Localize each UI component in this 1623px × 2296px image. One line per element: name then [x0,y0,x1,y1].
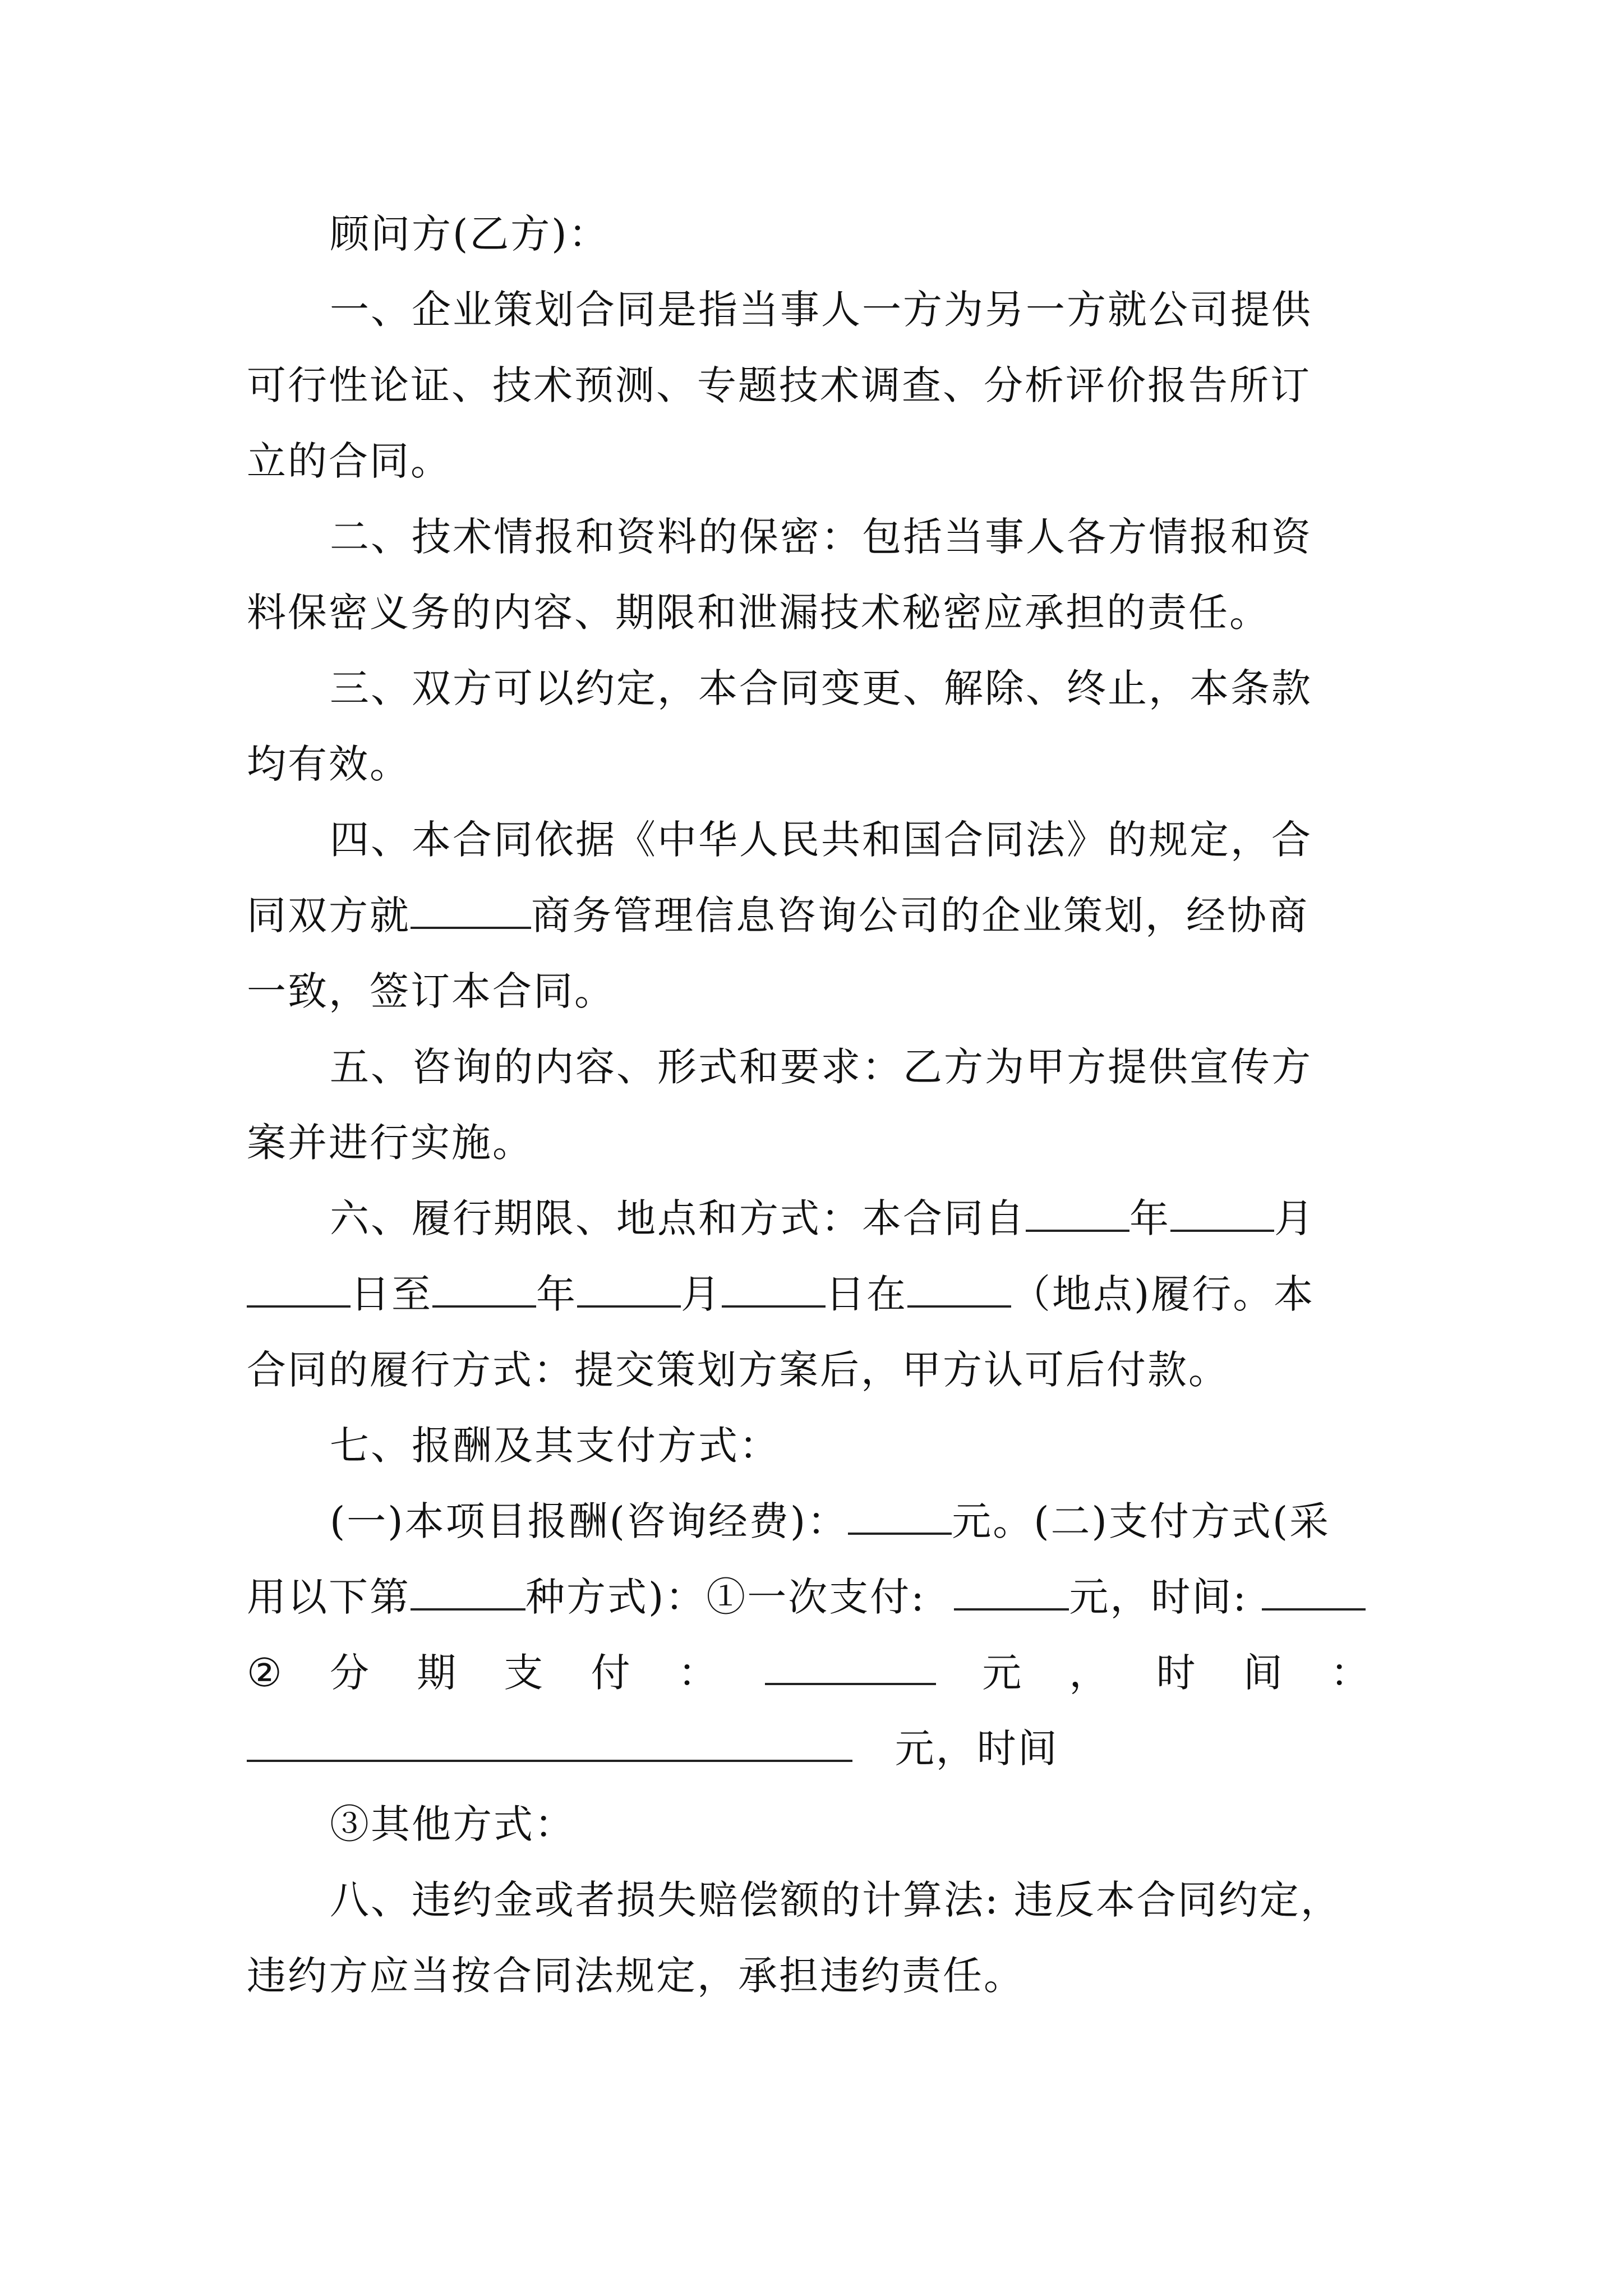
clause-4-line-2 [247,890,1309,941]
text: 均有效。 [247,741,411,787]
clause-4-line-1 [330,814,1312,866]
text: 分 [329,1650,371,1696]
clause-1-line-3 [247,435,451,487]
text: 元，时间: [1069,1574,1248,1620]
lump-sum-amount-blank [954,1572,1069,1611]
installment-time-blank [247,1724,852,1762]
consultant-party-label [330,208,610,260]
fee-amount-blank [848,1497,952,1535]
text: 四、本合同依据《中华人民共和国合同法》的规定，合 [330,817,1312,863]
clause-6-line-3 [247,1344,1229,1396]
text: 日在 [826,1271,907,1317]
text: 三、双方可以约定，本合同变更、解除、终止，本条款 [330,665,1312,711]
text: ② [247,1650,284,1696]
clause-5-line-1 [330,1041,1312,1093]
text: 商务管理信息咨询公司的企业策划，经协商 [531,892,1309,938]
company-name-blank [411,891,531,929]
end-month-blank [577,1269,681,1308]
text: 时 [1156,1650,1197,1696]
clause-8-line-1 [330,1874,1341,1926]
text: 合同的履行方式：提交策划方案后，甲方认可后付款。 [247,1347,1229,1393]
text: 同双方就 [247,892,411,938]
text: 八、违约金或者损失赔偿额的计算法: 违反本合同约定， [330,1877,1341,1923]
installment-amount-blank [765,1647,936,1685]
start-day-blank [247,1269,351,1308]
end-year-blank [432,1269,536,1308]
clause-6-line-2 [247,1268,1315,1320]
clause-6-line-1 [330,1193,1315,1244]
text: 立的合同。 [247,438,451,484]
text: 料保密义务的内容、期限和泄漏技术秘密应承担的责任。 [247,590,1270,636]
text: 一致，签订本合同。 [247,968,615,1014]
text: 日至 [351,1271,432,1317]
clause-7-line-1 [330,1496,1330,1547]
clause-3-line-2 [247,738,411,790]
text: 元 [982,1650,1023,1696]
clause-7-line-4 [247,1723,1059,1774]
text: 用以下第 [247,1574,411,1620]
clause-8-line-2 [247,1950,1025,2001]
text: 顾问方(乙方)： [330,211,610,257]
text: 可行性论证、技术预测、专题技术调查、分析评价报告所订 [247,362,1311,408]
text: 二、技术情报和资料的保密：包括当事人各方情报和资 [330,514,1312,560]
text: 七、报酬及其支付方式： [330,1423,780,1469]
text: 六、履行期限、地点和方式：本合同自 [330,1195,1026,1241]
location-blank [907,1269,1011,1308]
clause-2-line-1 [330,511,1312,563]
clause-2-line-2 [247,587,1270,638]
text: 一、企业策划合同是指当事人一方为另一方就公司提供 [330,287,1312,333]
text: 年 [536,1271,577,1317]
text: 付 [591,1650,632,1696]
text: ③其他方式： [330,1801,575,1847]
clause-7-line-2 [247,1571,1366,1623]
text: 期 [417,1650,458,1696]
text: ： [1330,1650,1371,1696]
text: 年 [1129,1195,1170,1241]
text: 案并进行实施。 [247,1120,533,1166]
text: ： [677,1650,719,1696]
end-day-blank [722,1269,826,1308]
text: 元。(二)支付方式(采 [952,1498,1331,1544]
clause-1-line-2 [247,360,1311,411]
start-month-blank [1170,1194,1274,1232]
text: (一)本项目报酬(咨询经费)： [330,1498,849,1544]
clause-7-title [330,1420,780,1471]
lump-sum-time-blank [1262,1572,1366,1611]
text: ， [1069,1650,1110,1696]
text: 月 [681,1271,722,1317]
method-number-blank [411,1572,525,1611]
clause-4-line-3 [247,965,615,1017]
clause-7-line-3 [247,1647,1371,1699]
text: 月 [1274,1195,1315,1241]
text: 间 [1243,1650,1284,1696]
clause-1-line-1 [330,284,1312,335]
start-year-blank [1026,1194,1129,1232]
text: 支 [504,1650,545,1696]
clause-5-line-2 [247,1117,533,1168]
text: 元，时间 [895,1726,1059,1772]
clause-3-line-1 [330,662,1312,714]
clause-7-line-5 [330,1798,575,1850]
text: 五、咨询的内容、形式和要求：乙方为甲方提供宣传方 [330,1044,1312,1090]
text: （地点)履行。本 [1011,1271,1315,1317]
text: 违约方应当按合同法规定，承担违约责任。 [247,1953,1025,1999]
text: 种方式)：①一次支付: [525,1574,926,1620]
